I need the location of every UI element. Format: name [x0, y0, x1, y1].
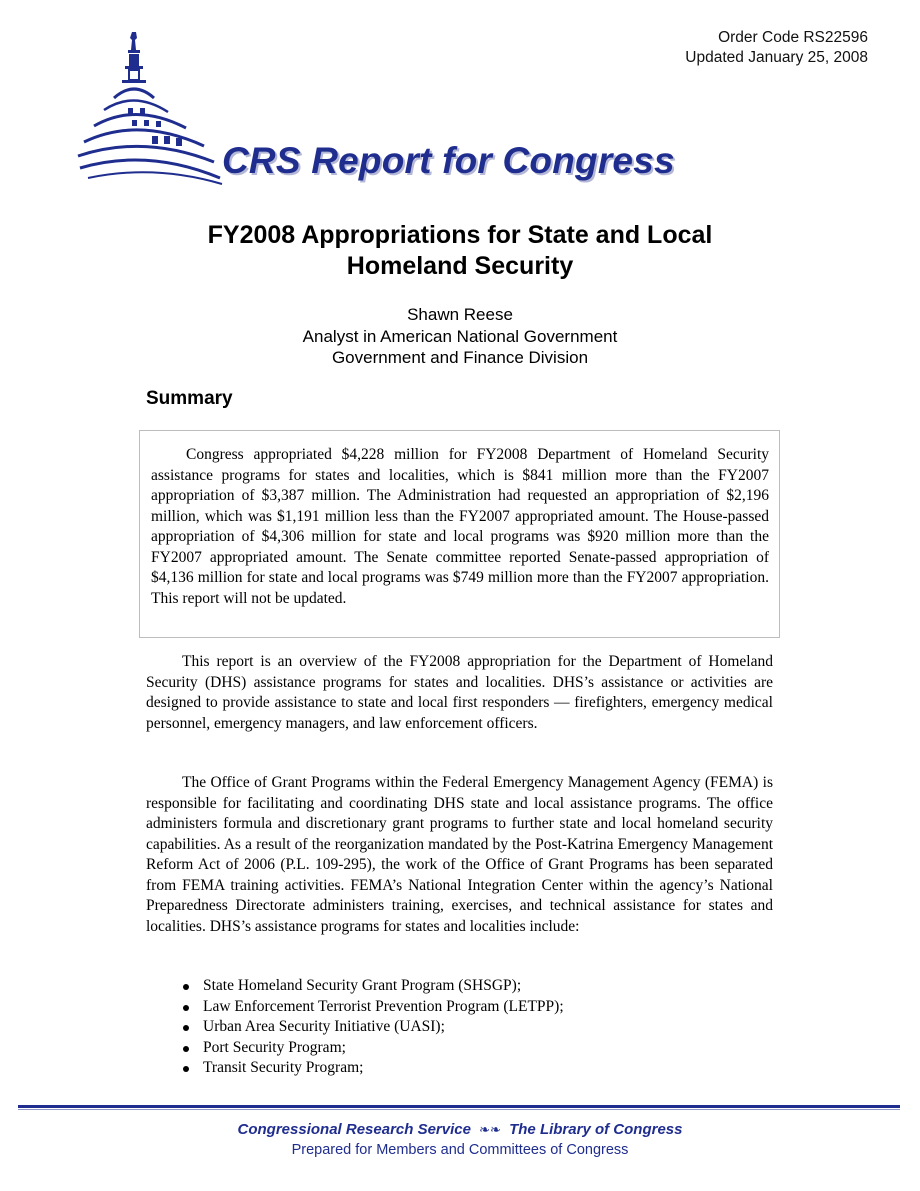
list-item: Law Enforcement Terrorist Prevention Program (LETPP); [180, 997, 564, 1018]
report-title [0, 220, 920, 282]
footer [0, 1120, 920, 1160]
body-paragraph: This report is an overview of the FY2008 appropriation for the Department of Homeland Security (DHS) assistance programs for states and localities. DHS’s assistance or activities are designed to provide assistance to state and local first responders — firefighters, emergency medical personnel, emergency managers, and law enforcement officers. [146, 653, 773, 732]
author-division: Government and Finance Division [331, 348, 589, 367]
list-item: State Homeland Security Grant Program (SHSGP); [180, 976, 564, 997]
order-info [685, 28, 868, 68]
footer-crs: Congressional Research Service [237, 1121, 471, 1138]
footer-rule-thin [18, 1109, 900, 1110]
capitol-dome-icon [74, 28, 224, 188]
updated-date: Updated January 25, 2008 [685, 49, 868, 66]
list-item: Urban Area Security Initiative (UASI); [180, 1017, 564, 1038]
title-line-1: FY2008 Appropriations for State and Local [207, 221, 713, 249]
title-line-2: Homeland Security [346, 252, 574, 280]
list-item: Port Security Program; [180, 1038, 564, 1059]
program-list [180, 976, 564, 1079]
summary-text: Congress appropriated $4,228 million for FY2008 Department of Homeland Security assistance programs for states and localities, which is $841 million more than the FY2007 appropriation of $3,387 million. The Administration had requested an appropriation of $2,196 million, which was $1,191 million less than the FY2007 appropriated amount. The House-passed appropriation of $4,306 million for state and local programs was $920 million more than the FY2007 appropriated amount. The Senate committee reported Senate-passed appropriation of $4,136 million for state and local programs was $749 million more than the FY2007 appropriation. This report will not be updated. [151, 446, 769, 607]
footer-line-2: Prepared for Members and Committees of Congress [291, 1142, 629, 1158]
footer-loc: The Library of Congress [509, 1121, 683, 1138]
author-name: Shawn Reese [407, 305, 513, 324]
ornament-icon: ❧❧ [479, 1122, 501, 1137]
summary-heading: Summary [146, 388, 233, 409]
author-position: Analyst in American National Government [302, 326, 618, 346]
capitol-dome-logo [74, 28, 224, 188]
order-code: Order Code RS22596 [718, 29, 868, 46]
author-block [0, 304, 920, 369]
footer-rule [18, 1105, 900, 1108]
list-item: Transit Security Program; [180, 1058, 564, 1079]
brand-title: CRS Report for Congress [222, 140, 675, 181]
footer-line-1 [0, 1120, 920, 1140]
body-paragraph: The Office of Grant Programs within the Federal Emergency Management Agency (FEMA) is responsible for facilitating and coordinating DHS state and local assistance programs. The office administers formula and discretionary grant programs to further state and local homeland security capabilities. As a result of the reorganization mandated by the Post-Katrina Emergency Management Reform Act of 2006 (P.L. 109-295), the work of the Office of Grant Programs has been separated from FEMA training activities. FEMA’s National Integration Center within the agency’s National Preparedness Directorate administers training, exercises, and technical assistance for states and localities. DHS’s assistance programs for states and localities include: [146, 774, 773, 935]
